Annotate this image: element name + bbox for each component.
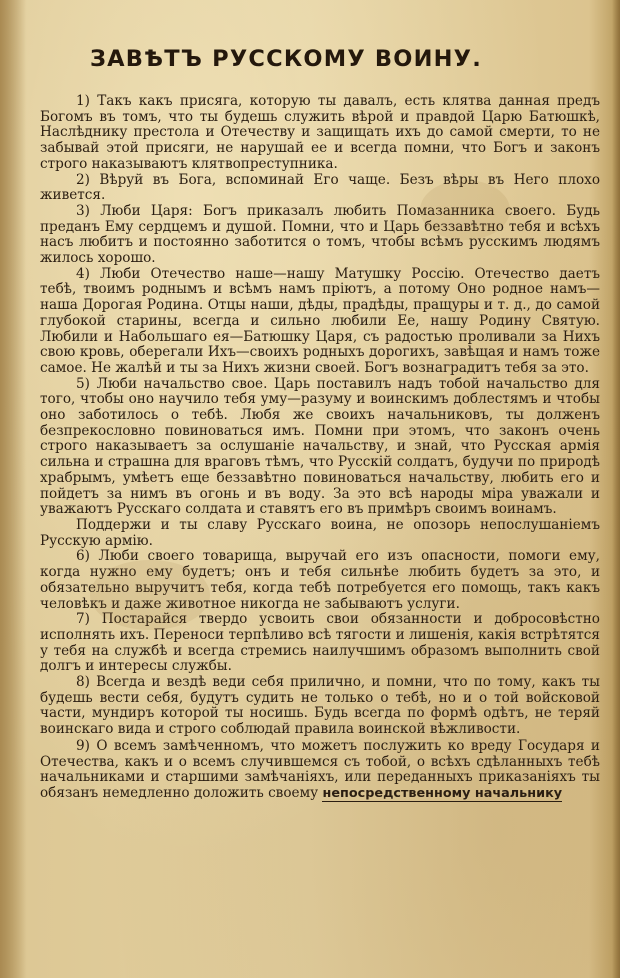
paragraph-8: 8) Всегда и вездѣ веди себя прилично, и помни, что по тому, какъ ты будешь вести себя, будутъ судить не только о тебѣ, но и о той войсковой части, мундиръ которой ты носишь. Будь всегда по формѣ одѣтъ, не теряй воинскаго вида и строго соблюдай правила воинской вѣжливости. bbox=[40, 674, 600, 738]
document-body bbox=[40, 94, 600, 802]
paragraph-3: 3) Люби Царя: Богъ приказалъ любить Помазанника своего. Будь преданъ Ему сердцемъ и душой. Помни, что и Царь беззавѣтно тебя и всѣхъ насъ любитъ и постоянно заботится о томъ, чтобы всѣмъ русскимъ людямъ жилось хорошо. bbox=[40, 202, 600, 267]
paragraph-9-text: 9) О всемъ замѣченномъ, что можетъ послужить ко вреду Государя и Отечества, какъ и о всемъ случившемся съ тобой, о всѣхъ сдѣланныхъ тебѣ начальниками и старшими замѣчаніяхъ, или переданныхъ приказаніяхъ ты обязанъ немедленно доложить своему bbox=[40, 737, 600, 801]
paragraph-2: 2) Вѣруй въ Бога, вспоминай Его чаще. Безъ вѣры въ Него плохо живется. bbox=[40, 171, 600, 204]
page-spine-shadow bbox=[0, 0, 26, 978]
page-edge-shadow bbox=[612, 0, 620, 978]
paragraph-5: 5) Люби начальство свое. Царь поставилъ надъ тобой начальство для того, чтобы оно научило тебя уму—разуму и воинскимъ доблестямъ и чтобы оно заботилось о тебѣ. Любя же своихъ начальниковъ, ты долженъ безпрекословно повиноваться имъ. Помни при этомъ, что законъ очень строго наказываетъ за ослушаніе начальству, и знай, что Русская армія сильна и страшна для враговъ тѣмъ, что Русскій солдатъ, будучи по природѣ храбрымъ, умѣетъ еще беззавѣтно повиноваться начальству, любить его и пойдетъ за нимъ въ огонь и въ воду. За это всѣ народы міра уважали и уважаютъ Русскаго солдата и ставятъ его въ примѣръ своимъ воинамъ. bbox=[40, 375, 600, 518]
paragraph-6: 6) Люби своего товарища, выручай его изъ опасности, помоги ему, когда нужно ему будетъ; онъ и тебя сильнѣе любить будетъ за это, и обязательно выручитъ тебя, когда тебѣ потребуется его помощь, такъ какъ человѣкъ и даже животное никогда не забываютъ услуги. bbox=[40, 548, 600, 612]
paragraph-5-addendum: Поддержи и ты славу Русскаго воина, не опозорь непослушаніемъ Русскую армію. bbox=[40, 516, 600, 549]
paragraph-9 bbox=[40, 739, 600, 802]
paragraph-9-tail: непосредственному начальнику bbox=[322, 785, 563, 801]
page-title: ЗАВѢТЪ РУССКОМУ ВОИНУ. bbox=[90, 46, 482, 72]
paragraph-7: 7) Постарайся твердо усвоить свои обязанности и добросовѣстно исполнять ихъ. Переноси терпѣливо всѣ тягости и лишенія, какія встрѣтятся у тебя на службѣ и всегда стремись наилучшимъ образомъ выполнить свой долгъ и интересы службы. bbox=[40, 611, 600, 675]
paragraph-1: 1) Такъ какъ присяга, которую ты давалъ, есть клятва данная предъ Богомъ въ томъ, что ты будешь служить вѣрой и правдой Царю Батюшкѣ, Наслѣднику престола и Отечеству и защищать ихъ до самой смерти, то не забывай этой присяги, не нарушай ее и всегда помни, что Богъ и законъ строго наказываютъ клятвопреступника. bbox=[40, 93, 600, 172]
paragraph-4: 4) Люби Отечество наше—нашу Матушку Россію. Отечество даетъ тебѣ, твоимъ роднымъ и всѣмъ намъ пріютъ, а потому Оно родное намъ—наша Дорогая Родина. Отцы наши, дѣды, прадѣды, пращуры и т. д., до самой глубокой старины, всегда и сильно любили Ее, нашу Родину Святую. Любили и Набольшаго ея—Батюшку Царя, съ радостью проливали за Нихъ свою кровь, оберегали Ихъ—своихъ родныхъ дорогихъ, завѣщая и намъ тоже самое. Не жалѣй и ты за Нихъ жизни своей. Богъ вознаградитъ тебя за это. bbox=[40, 265, 600, 376]
